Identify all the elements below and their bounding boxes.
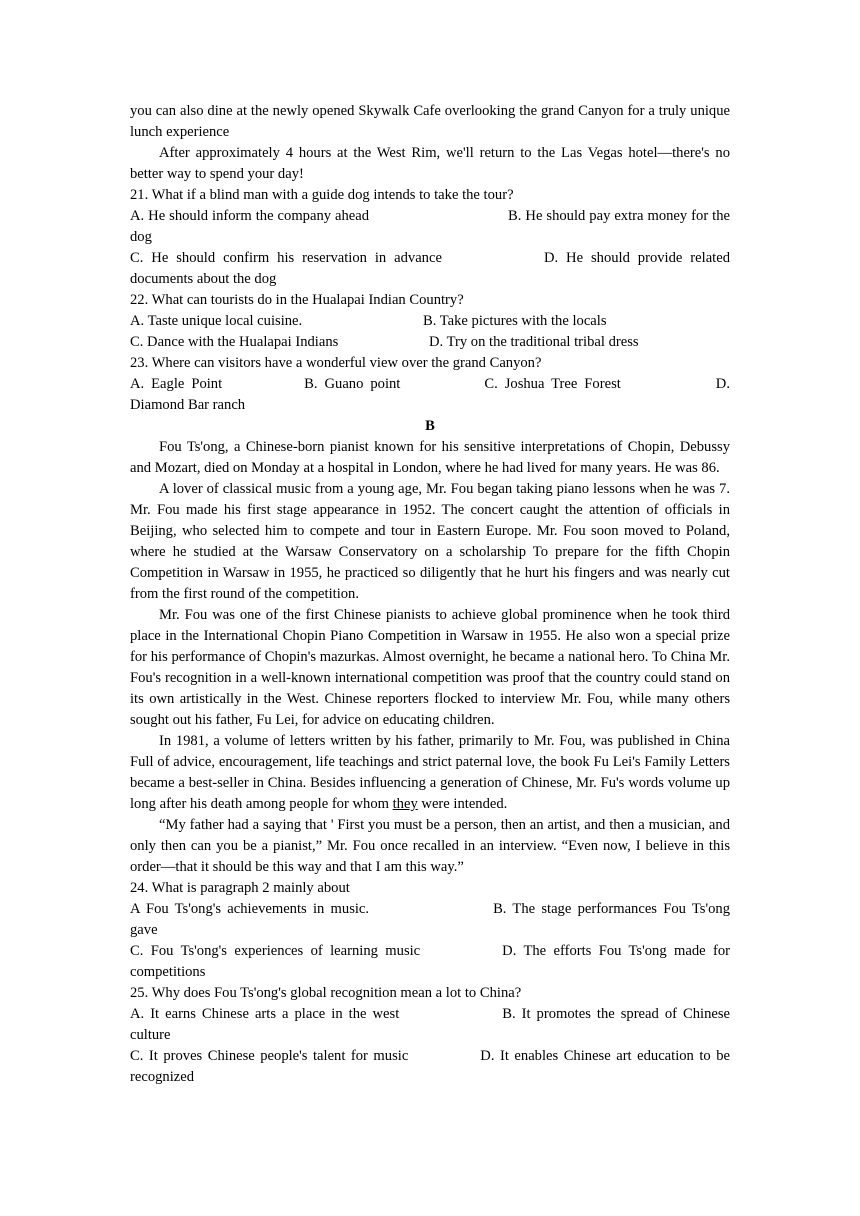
section-b-paragraph-4 xyxy=(130,731,730,815)
question-23-options xyxy=(130,374,730,416)
question-24-option-d: D. The efforts Fou Ts'ong made for competitions xyxy=(130,943,730,980)
question-22-stem: 22. What can tourists do in the Hualapai Indian Country? xyxy=(130,292,464,308)
question-24-options-cd xyxy=(130,941,730,983)
section-b-paragraph-5: “My father had a saying that ' First you must be a person, then an artist, and then a musician, and only then can you be a pianist,” Mr. Fou once recalled in an interview. “Even now, I believe in this order—that it should be this way and that I am this way.” xyxy=(130,817,730,875)
question-21-options-ab xyxy=(130,206,730,248)
paragraph-4-text-before: In 1981, a volume of letters written by his father, primarily to Mr. Fou, was published in China Full of advice, encouragement, life teachings and strict paternal love, the book Fu Lei's Family Letters became a best-seller in China. Besides influencing a generation of Chinese, Mr. Fu's words volume up long after his death among people for whom xyxy=(130,733,730,812)
question-25-options-ab xyxy=(130,1004,730,1046)
question-21-stem: 21. What if a blind man with a guide dog intends to take the tour? xyxy=(130,187,514,203)
question-24-options-ab xyxy=(130,899,730,941)
passage-a-paragraph-2: After approximately 4 hours at the West Rim, we'll return to the Las Vegas hotel—there's no better way to spend your day! xyxy=(130,145,730,182)
question-22-option-a: A. Taste unique local cuisine. xyxy=(130,313,303,329)
question-25-option-d: D. It enables Chinese art education to be recognized xyxy=(130,1048,730,1085)
passage-a-paragraph-1: you can also dine at the newly opened Skywalk Cafe overlooking the grand Canyon for a truly unique lunch experience xyxy=(130,103,730,140)
question-24-option-c: C. Fou Ts'ong's experiences of learning music xyxy=(130,943,421,959)
paragraph-4-text-after: were intended. xyxy=(417,796,508,812)
question-24-option-a: A Fou Ts'ong's achievements in music. xyxy=(130,901,370,917)
question-25-option-b: B. It promotes the spread of Chinese culture xyxy=(130,1006,730,1043)
question-24-stem: 24. What is paragraph 2 mainly about xyxy=(130,880,350,896)
question-25-option-a: A. It earns Chinese arts a place in the west xyxy=(130,1006,400,1022)
question-22-option-c: C. Dance with the Hualapai Indians xyxy=(130,334,339,350)
question-22-option-b: B. Take pictures with the locals xyxy=(423,313,607,329)
document-body xyxy=(130,101,730,1088)
question-22-options-ab xyxy=(130,311,730,332)
question-21-option-c: C. He should confirm his reservation in advance xyxy=(130,250,442,266)
question-21-option-a: A. He should inform the company ahead xyxy=(130,208,370,224)
question-25-stem: 25. Why does Fou Ts'ong's global recognition mean a lot to China? xyxy=(130,985,522,1001)
section-b-heading: B xyxy=(425,418,435,434)
section-b-paragraph-2: A lover of classical music from a young age, Mr. Fou began taking piano lessons when he was 7. Mr. Fou made his first stage appearance in 1952. The concert caught the attention of officials in Beijing, who selected him to compete and tour in Eastern Europe. Mr. Fou soon moved to Poland, where he studied at the Warsaw Conservatory on a scholarship To prepare for the fifth Chopin Competition in Warsaw in 1955, he practiced so diligently that he hurt his fingers and was nearly cut from the first round of the competition. xyxy=(130,481,730,602)
section-b-paragraph-1: Fou Ts'ong, a Chinese-born pianist known for his sensitive interpretations of Chopin, Debussy and Mozart, died on Monday at a hospital in London, where he had lived for many years. He was 86. xyxy=(130,439,730,476)
question-23-option-b: B. Guano point xyxy=(304,376,401,392)
question-21-option-d: D. He should provide related documents about the dog xyxy=(130,250,730,287)
question-24-option-b: B. The stage performances Fou Ts'ong gave xyxy=(130,901,730,938)
question-21-options-cd xyxy=(130,248,730,290)
question-22-options-cd xyxy=(130,332,730,353)
question-25-option-c: C. It proves Chinese people's talent for music xyxy=(130,1048,409,1064)
underlined-word-they: they xyxy=(392,796,418,812)
question-25-options-cd xyxy=(130,1046,730,1088)
question-22-option-d: D. Try on the traditional tribal dress xyxy=(429,334,639,350)
section-b-paragraph-3: Mr. Fou was one of the first Chinese pianists to achieve global prominence when he took third place in the International Chopin Piano Competition in Warsaw in 1955. He also won a special prize for his performance of Chopin's mazurkas. Almost overnight, he became a national hero. To China Mr. Fou's recognition in a well-known international competition was proof that the country could stand on its own artistically in the West. Chinese reporters flocked to interview Mr. Fou, while many others sought out his father, Fu Lei, for advice on educating children. xyxy=(130,607,730,728)
question-23-option-d: D. Diamond Bar ranch xyxy=(130,376,730,413)
question-21-option-b: B. He should pay extra money for the dog xyxy=(130,208,730,245)
question-23-option-c: C. Joshua Tree Forest xyxy=(484,376,621,392)
question-23-stem: 23. Where can visitors have a wonderful view over the grand Canyon? xyxy=(130,355,542,371)
question-23-option-a: A. Eagle Point xyxy=(130,376,223,392)
